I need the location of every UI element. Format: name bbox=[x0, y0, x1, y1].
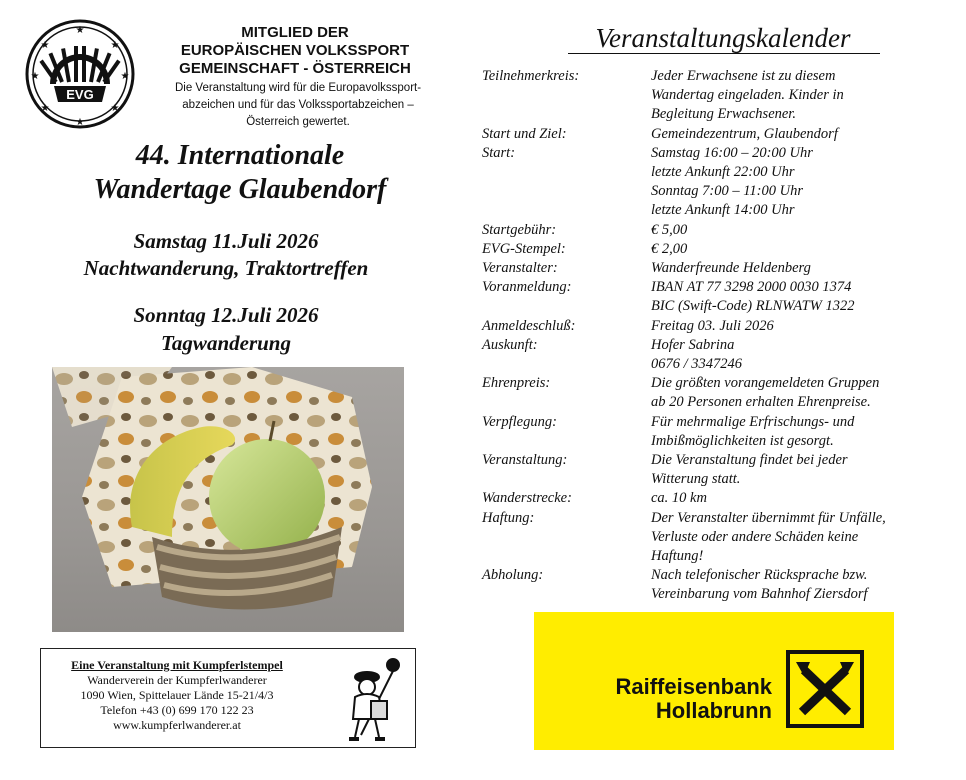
calendar-row-value-line: Begleitung Erwachsener. bbox=[651, 106, 796, 122]
calendar-row-value-line: letzte Ankunft 22:00 Uhr bbox=[651, 163, 795, 180]
calendar-row-value bbox=[651, 317, 951, 336]
calendar-row-value-line: Gemeindezentrum, Glaubendorf bbox=[651, 125, 838, 142]
kumpferl-info-box bbox=[40, 648, 416, 748]
calendar-row bbox=[482, 566, 952, 604]
kumpferl-address: 1090 Wien, Spittelauer Lände 15-21/4/3 bbox=[80, 688, 274, 702]
calendar-row-label: Anmeldeschluß: bbox=[482, 317, 576, 334]
calendar-row-value bbox=[651, 278, 951, 316]
sunday-program: Tagwanderung bbox=[161, 331, 291, 355]
calendar-row-label: Ehrenpreis: bbox=[482, 375, 551, 392]
fruit-basket-illustration bbox=[52, 367, 404, 632]
calendar-row-value bbox=[651, 144, 951, 220]
calendar-row-value-line: Jeder Erwachsene ist zu diesem bbox=[651, 68, 836, 84]
sponsor-banner bbox=[534, 612, 894, 750]
svg-text:★: ★ bbox=[40, 40, 50, 51]
calendar-row-value bbox=[651, 509, 951, 566]
calendar-row-label: Start: bbox=[482, 144, 516, 161]
calendar-row-value-line: Wanderfreunde Heldenberg bbox=[651, 260, 811, 276]
svg-text:★: ★ bbox=[110, 103, 120, 114]
calendar-row-value bbox=[651, 489, 951, 508]
calendar-row-value-line: Witterung statt. bbox=[651, 471, 741, 487]
calendar-row-value-line: 0676 / 3347246 bbox=[651, 355, 743, 372]
calendar-title-underline bbox=[568, 53, 880, 54]
hiker-mascot-icon bbox=[331, 655, 411, 743]
calendar-row bbox=[482, 509, 952, 567]
calendar-row-label: Voranmeldung: bbox=[482, 279, 572, 296]
calendar-row-value-line: Samstag 16:00 – 20:00 Uhr bbox=[651, 144, 813, 161]
calendar-title: Veranstaltungskalender bbox=[595, 23, 851, 53]
sponsor-name-line1: Raiffeisenbank bbox=[615, 674, 772, 699]
calendar-row-value-line: ab 20 Personen erhalten Ehrenpreise. bbox=[651, 394, 871, 411]
calendar-row-value bbox=[651, 259, 951, 278]
calendar-row-label: Veranstaltung: bbox=[482, 452, 568, 468]
svg-text:★: ★ bbox=[30, 71, 40, 82]
calendar-row-value-line: letzte Ankunft 14:00 Uhr bbox=[651, 201, 795, 218]
calendar-row-value-line: Die größten vorangemeldeten Gruppen bbox=[651, 375, 880, 392]
calendar-row-label: EVG-Stempel: bbox=[482, 240, 566, 257]
calendar-row-value-line: ca. 10 km bbox=[651, 490, 707, 507]
kumpferl-website[interactable]: www.kumpferlwanderer.at bbox=[113, 718, 241, 732]
svg-text:★: ★ bbox=[75, 117, 85, 128]
calendar-row bbox=[482, 413, 952, 451]
calendar-row-value-line: € 5,00 bbox=[651, 221, 688, 238]
calendar-row-label: Wanderstrecke: bbox=[482, 490, 572, 507]
kumpferl-title: Eine Veranstaltung mit Kumpferlstempel bbox=[71, 658, 283, 672]
calendar-row-value-line: Nach telefonischer Rücksprache bzw. bbox=[651, 567, 868, 584]
calendar-row bbox=[482, 317, 952, 336]
event-title-line1: 44. Internationale bbox=[135, 140, 345, 171]
calendar-row-value bbox=[651, 451, 951, 489]
calendar-row bbox=[482, 125, 952, 144]
calendar-row bbox=[482, 278, 952, 316]
svg-text:★: ★ bbox=[40, 103, 50, 114]
calendar-row-value bbox=[651, 67, 951, 124]
sunday-date: Sonntag 12.Juli 2026 bbox=[133, 303, 319, 327]
calendar-row-value-line: Für mehrmalige Erfrischungs- und bbox=[651, 413, 855, 430]
calendar-row-value-line: Verluste oder andere Schäden keine bbox=[651, 528, 859, 545]
evg-heading-line2: EUROPÄISCHEN VOLKSSPORT bbox=[180, 42, 410, 59]
calendar-row bbox=[482, 240, 952, 259]
calendar-row bbox=[482, 489, 952, 508]
calendar-row-value bbox=[651, 240, 951, 259]
calendar-row-value bbox=[651, 125, 951, 144]
calendar-row-label: Veranstalter: bbox=[482, 260, 558, 276]
sponsor-name-line2: Hollabrunn bbox=[655, 698, 772, 723]
calendar-row-value bbox=[651, 374, 951, 412]
calendar-row-value-line: Hofer Sabrina bbox=[651, 336, 735, 353]
calendar-row-value-line: Wandertag eingeladen. Kinder in bbox=[651, 87, 844, 103]
kumpferl-phone: Telefon +43 (0) 699 170 122 23 bbox=[100, 703, 254, 717]
calendar-row-value bbox=[651, 221, 951, 240]
calendar-row-value-line: Der Veranstalter übernimmt für Unfälle, bbox=[651, 509, 886, 526]
calendar-row-label: Verpflegung: bbox=[482, 413, 557, 430]
saturday-program: Nachtwanderung, Traktortreffen bbox=[83, 256, 369, 280]
evg-logo-text: EVG bbox=[66, 87, 94, 102]
evg-logo bbox=[24, 18, 136, 130]
svg-text:★: ★ bbox=[75, 25, 85, 36]
raiffeisen-gable-cross-icon bbox=[786, 650, 864, 728]
svg-text:★: ★ bbox=[120, 71, 130, 82]
saturday-date: Samstag 11.Juli 2026 bbox=[133, 229, 319, 253]
calendar-row bbox=[482, 221, 952, 240]
calendar-row-label: Auskunft: bbox=[482, 336, 538, 353]
calendar-row-value-line: IBAN AT 77 3298 2000 0030 1374 bbox=[651, 279, 852, 296]
calendar-row-value-line: € 2,00 bbox=[651, 240, 688, 257]
calendar-row-value-line: Haftung! bbox=[651, 547, 704, 564]
calendar-row-value bbox=[651, 566, 951, 604]
calendar-row-label: Startgebühr: bbox=[482, 221, 557, 238]
evg-heading-line1: MITGLIED DER bbox=[241, 24, 349, 41]
calendar-row-label: Teilnehmerkreis: bbox=[482, 68, 580, 84]
calendar-row-value-line: Sonntag 7:00 – 11:00 Uhr bbox=[651, 182, 803, 199]
fruit-basket-photo bbox=[52, 367, 404, 632]
calendar-row-value-line: BIC (Swift-Code) RLNWATW 1322 bbox=[651, 298, 855, 315]
calendar-row-value bbox=[651, 413, 951, 451]
calendar-row bbox=[482, 374, 952, 412]
calendar-row bbox=[482, 259, 952, 278]
evg-heading-line3: GEMEINSCHAFT - ÖSTERREICH bbox=[179, 60, 411, 77]
calendar-row-value-line: Vereinbarung vom Bahnhof Ziersdorf bbox=[651, 586, 868, 603]
svg-text:★: ★ bbox=[110, 40, 120, 51]
evg-description: Die Veranstaltung wird für die Europavolkssport-abzeichen und für das Volkssportabzeichen – Österreich gewertet. bbox=[174, 82, 422, 128]
calendar-row bbox=[482, 67, 952, 125]
calendar-row-value bbox=[651, 336, 951, 374]
calendar-row-value-line: Freitag 03. Juli 2026 bbox=[651, 317, 774, 334]
calendar-row-value-line: Die Veranstaltung findet bei jeder bbox=[651, 452, 848, 468]
calendar-row bbox=[482, 336, 952, 374]
calendar-row-label: Start und Ziel: bbox=[482, 125, 567, 142]
calendar-row-label: Abholung: bbox=[482, 567, 544, 584]
kumpferl-organization: Wanderverein der Kumpferlwanderer bbox=[87, 673, 267, 687]
calendar-row-value-line: Imbißmöglichkeiten ist gesorgt. bbox=[651, 432, 834, 449]
calendar-row bbox=[482, 144, 952, 221]
event-title-line2: Wandertage Glaubendorf bbox=[93, 174, 387, 205]
calendar-row bbox=[482, 451, 952, 489]
calendar-row-label: Haftung: bbox=[482, 509, 535, 526]
